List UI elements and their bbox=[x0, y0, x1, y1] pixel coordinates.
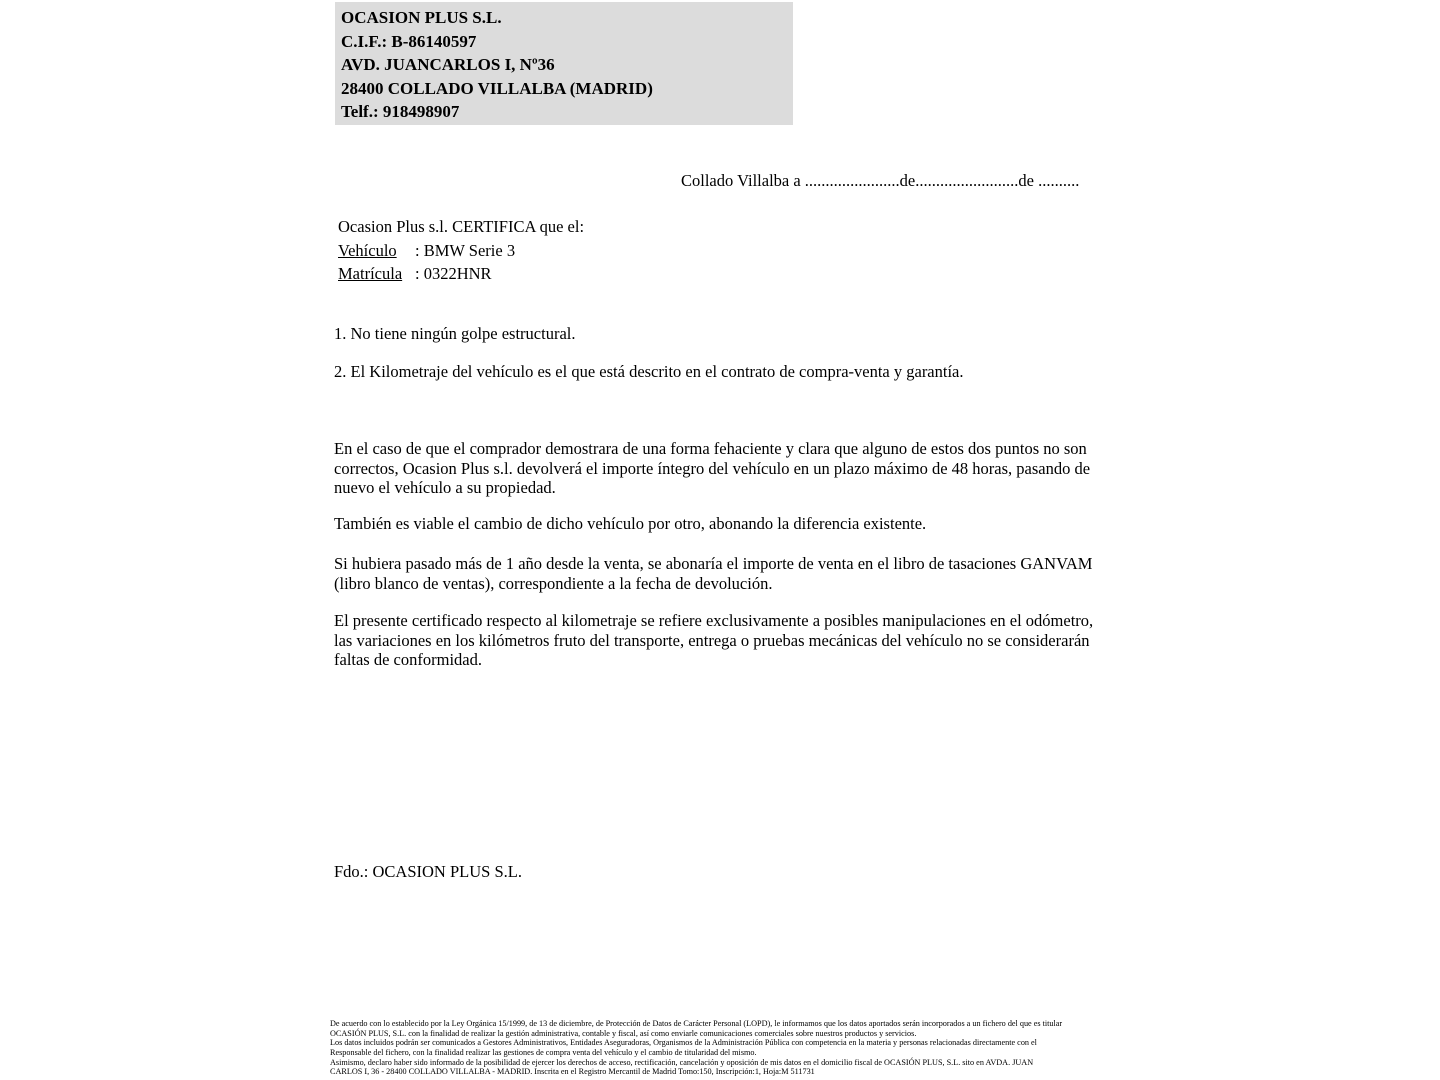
vehicle-value: : BMW Serie 3 bbox=[415, 240, 516, 260]
company-city: 28400 COLLADO VILLALBA (MADRID) bbox=[341, 78, 653, 98]
exchange-paragraph: También es viable el cambio de dicho vehículo por otro, abonando la diferencia existente. bbox=[334, 514, 927, 533]
ganvam-paragraph: Si hubiera pasado más de 1 año desde la venta, se abonaría el importe de venta en el libro de tasaciones GANVAM (libro blanco de ventas), correspondiente a la fecha de devolución. bbox=[334, 554, 1093, 593]
certified-point-2: 2. El Kilometraje del vehículo es el que está descrito en el contrato de compra-venta y garantía. bbox=[334, 362, 964, 381]
company-name: OCASION PLUS S.L. bbox=[341, 8, 502, 27]
signature-line: Fdo.: OCASION PLUS S.L. bbox=[334, 862, 522, 881]
odometer-disclaimer-paragraph: El presente certificado respecto al kilometraje se refiere exclusivamente a posibles manipulaciones en el odómetro, las variaciones en los kilómetros fruto del transporte, entrega o pruebas mecánicas del vehículo no se considerarán faltas de conformidad. bbox=[334, 611, 1094, 669]
legal-line: OCASIÓN PLUS, S.L. con la finalidad de realizar la gestión administrativa, contable y fiscal, así como enviarle comunicaciones comerciales sobre nuestros productos y servicios. bbox=[330, 1028, 917, 1038]
plate-value: : 0322HNR bbox=[415, 264, 492, 283]
plate-row bbox=[338, 262, 584, 286]
company-cif: C.I.F.: B-86140597 bbox=[341, 31, 477, 51]
company-address: AVD. JUANCARLOS I, Nº36 bbox=[341, 55, 555, 75]
vehicle-label: Vehículo bbox=[338, 240, 397, 260]
legal-line: Responsable del fichero, con la finalidad realizar las gestiones de compra venta del vehículo y el cambio de titularidad del mismo. bbox=[330, 1047, 757, 1057]
legal-line: Asimismo, declaro haber sido informado de la posibilidad de ejercer los derechos de acceso, rectificación, cancelación y oposición de mis datos en el domicilio fiscal de OCASIÓN PLUS, S.L. sito en AVDA. JUAN bbox=[330, 1057, 1034, 1067]
vehicle-row bbox=[338, 239, 584, 263]
refund-paragraph: En el caso de que el comprador demostrara de una forma fehaciente y clara que alguno de estos dos puntos no son correctos, Ocasion Plus s.l. devolverá el importe íntegro del vehículo en un plazo máximo de 48 horas, pasando de nuevo el vehículo a su propiedad. bbox=[334, 439, 1091, 497]
certification-block bbox=[338, 215, 584, 286]
legal-footer bbox=[330, 1019, 1430, 1077]
company-phone: Telf.: 918498907 bbox=[341, 102, 460, 122]
date-fill-in-line: Collado Villalba a .......................de.........................de .......... bbox=[681, 171, 1080, 190]
legal-line: De acuerdo con lo establecido por la Ley Orgánica 15/1999, de 13 de diciembre, de Protección de Datos de Carácter Personal (LOPD), le informamos que los datos aportados serán incorporados a un fichero del que es titular bbox=[330, 1019, 1063, 1028]
certifica-statement: Ocasion Plus s.l. CERTIFICA que el: bbox=[338, 217, 585, 236]
certified-point-1: 1. No tiene ningún golpe estructural. bbox=[334, 324, 576, 343]
company-header-box bbox=[335, 2, 793, 125]
legal-line: CARLOS I, 36 - 28400 COLLADO VILLALBA - MADRID. Inscrita en el Registro Mercantil de Madrid Tomo:150, Inscripción:1, Hoja:M 511731 bbox=[330, 1067, 815, 1077]
legal-line: Los datos incluidos podrán ser comunicados a Gestores Administrativos, Entidades Aseguradoras, Organismos de la Administración Pública con competencia en la materia y personas relacionadas directamente con el bbox=[330, 1038, 1037, 1048]
plate-label: Matrícula bbox=[338, 264, 403, 283]
